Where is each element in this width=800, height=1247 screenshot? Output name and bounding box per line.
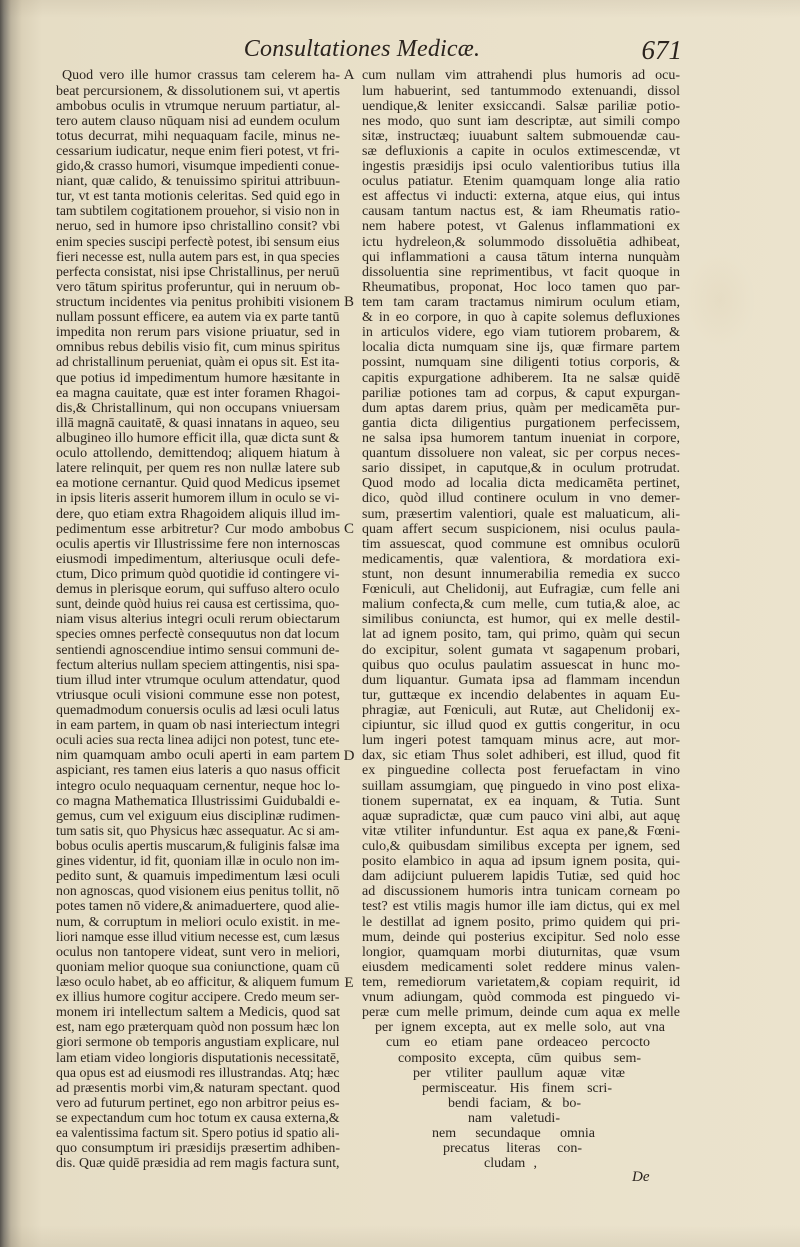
- text-line: stunt, non desunt innumerabilia remedia ex succo: [362, 567, 680, 582]
- text-line: tum satis sit, quo Physicus hæc assequatur. Ac si am-: [56, 823, 340, 839]
- text-line: in eam partem, in quam ob nasi interiectum integri: [56, 718, 340, 734]
- text-line: phragiæ, aut Fœniculi, aut Rutæ, aut Chelidonij ex-: [362, 702, 680, 718]
- text-line: species omnes perfectè consequutus non dat locum: [56, 627, 340, 643]
- text-line: lum ingeri potest tamquam minus acre, aut mor-: [362, 733, 680, 749]
- text-line: ne salsa ipsa humorem tantum inueniat in corpore,: [362, 431, 680, 447]
- text-line: læso oculo habet, ab eo afficitur, & aliquem fumum: [56, 974, 340, 990]
- text-line: cludam ,: [484, 1156, 537, 1172]
- text-line: pariliæ potiones tam ad corpus, & caput expurgan-: [362, 385, 680, 401]
- text-line: posito elambico in aqua ad ipsum ignem posita, qui-: [362, 854, 680, 870]
- text-line: ad discussionem humoris intra tunicam corneam po: [362, 884, 680, 900]
- text-line: oculus patiatur. Etenim quamquam longe alia ratio: [362, 174, 680, 190]
- text-line: vero tātum spiritus proferuntur, qui in neruum ob-: [56, 279, 340, 295]
- text-line: monem iri intellectum saltem a Medicis, quod sat: [56, 1005, 340, 1021]
- text-line: gines videntur, id fit, quoniam illæ in oculo non im-: [56, 854, 340, 870]
- text-line: nes modo, quo sunt iam descriptæ, aut simili compo: [362, 113, 680, 129]
- text-line: mum, deinde qui posterius excipitur. Sed nolo esse: [362, 929, 680, 945]
- text-line: nim quamquam ambo oculi aperti in eam partem: [56, 748, 340, 764]
- text-line: possint, numquam sine diligenti totius corporis, &: [362, 355, 680, 371]
- text-line: medicamentis, quæ valentiora, & mordatiora exi-: [362, 551, 680, 567]
- text-line: que potius id impedimentum humore hæsitante in: [56, 370, 340, 386]
- text-line: sunt, deinde quòd huius rei causa est certissima, quo-: [56, 597, 340, 613]
- text-line: cipiuntur, sic illud quod ex guttis congeritur, in ocu: [362, 718, 680, 734]
- text-line: pedimentum esse arbitretur? Cur modo ambobus: [56, 521, 340, 537]
- text-line: sitæ, instructæq; iuuabunt saltem submouendæ cau-: [362, 128, 680, 144]
- text-line: co magna Mathematica Illustrissimi Guidubaldi e-: [56, 793, 340, 809]
- text-line: lum habuerint, sed tantummodo extenuandi, dissol: [362, 83, 680, 99]
- margin-letter: C: [343, 521, 354, 537]
- text-line: tem, remediorum varietatem,& copiam requirit, id: [362, 974, 680, 990]
- text-line: dam adijciunt puluerem lapidis Tutiæ, sed quid hoc: [362, 869, 680, 885]
- text-line: dere, quo etiam extra Rhagoidem aliquis illud im-: [56, 506, 340, 522]
- text-line: aquæ supradictæ, quæ cum pauco vini albi, aut aquę: [362, 808, 680, 824]
- text-line: in ipsis literis asserit humorem illum in oculo se vi-: [56, 491, 340, 507]
- text-line: Quod vero ille humor crassus tam celerem ha-: [62, 68, 340, 84]
- text-line: oculis apertis vir Illustrissime fere non internoscas: [56, 536, 340, 552]
- text-line: sario dissipet, in caputque,& in oculum protrudat.: [362, 461, 680, 477]
- margin-letter: B: [343, 294, 354, 311]
- text-line: vitæ vtiliter infunduntur. Est aqua ex pane,& Fœni-: [362, 823, 680, 839]
- text-line: lam etiam video longioris disputationis necessitatē,: [56, 1050, 340, 1066]
- text-line: ea valentissima factum sit. Spero potius id spatio ali-: [56, 1126, 340, 1142]
- text-line: albugineo illo humore efficit illa, quæ dicta sunt &: [56, 431, 340, 447]
- text-line: cum nullam vim attrahendi plus humoris ad ocu-: [362, 68, 680, 84]
- text-line: structum incidentes via penitus prohibiti visionem: [56, 295, 340, 311]
- margin-letter: E: [344, 974, 354, 991]
- text-line: tur, guttæque ex incendio delabentes in aquam Eu-: [362, 687, 680, 703]
- text-line: dum liquantur. Gumata ipsa ad flammam incendun: [362, 672, 680, 688]
- text-line: oculo attollendo, demittendoq; aliquem hiatum à: [56, 446, 340, 462]
- text-line: cessarium iudicatur, neque enim fieri potest, vt fri-: [56, 143, 340, 159]
- text-line: gido,& crasso humori, visumque impedienti conue-: [56, 159, 340, 175]
- text-line: localia dicta numquam sine ijs, quæ firmare partem: [362, 340, 680, 356]
- text-line: test? est vtilis magis humor ille iam dictus, qui ex mel: [362, 899, 680, 915]
- text-line: Quod modo ad localia dicta medicamēta pertinet,: [362, 476, 680, 492]
- text-line: perfecta consistat, nisi ipse Christallinus, per neruū: [56, 264, 340, 280]
- text-line: sentiendi agnoscendiue intimo sensui communi de-: [56, 642, 340, 658]
- text-line: pedito sunt, & quamuis impedimentum læsi oculi: [56, 869, 340, 885]
- text-line: quoniam melior quoque sua coniunctione, quam cū: [56, 959, 340, 975]
- text-line: ingestis præsidijs ipsi oculo valentioribus tutius illa: [362, 159, 680, 175]
- text-line: dax, sic etiam Thus solet adhiberi, est illud, quod fit: [362, 748, 680, 764]
- text-line: potes tamen nō videre,& animaduertere, quod alie-: [56, 899, 340, 915]
- text-line: fectum alterius nullam speciem attingentis, nisi spa-: [56, 657, 340, 673]
- text-line: le destillat ad ignem posito, primo quidem qui pri-: [362, 914, 680, 930]
- text-line: dissoluentia sine reprimentibus, vt facit quoque in: [362, 264, 680, 280]
- text-line: ambobus oculis in vtrumque neruum partiatur, al-: [56, 98, 340, 114]
- text-line: niant, quæ calido, & tenuissimo spiritui attribuun-: [56, 174, 340, 190]
- text-line: tam subtilem cogitationem prouehor, si visio non in: [56, 204, 340, 220]
- text-line: est affectus vi inducti: externa, atque eius, qui intus: [362, 189, 680, 205]
- text-line: similibus coniuncta, est humor, qui ex melle destil-: [362, 612, 680, 628]
- text-line: ea magna cauitate, quæ est inter foramen Rhagoi-: [56, 385, 340, 401]
- text-line: tim assuescat, quod commune est omnibus oculorū: [362, 536, 680, 552]
- text-line: integro oculo nequaquam cernentur, neque hoc lo-: [56, 778, 340, 794]
- text-line: gemus, cum vel exiguum eius disciplinæ rudimen-: [56, 808, 340, 824]
- text-line: dico, quòd illud continere oculum in vno demer-: [362, 491, 680, 507]
- text-line: bendi faciam, & bo-: [448, 1095, 581, 1111]
- text-line: tionem supernatat, ex ea inquam, & Tutia. Sunt: [362, 793, 680, 809]
- text-line: lat ad ignem posito, tam, qui primo, quàm qui secun: [362, 627, 680, 643]
- text-line: ctum, Dico primum quòd quotidie id contingere vi-: [56, 567, 340, 582]
- text-line: vnum adiungam, quòd commoda est pinguedo vi-: [362, 990, 680, 1006]
- text-line: omnibus rebus debilis visio fit, cum minus spiritus: [56, 340, 340, 356]
- text-line: est, nam ego præterquam quòd non possum hæc lon: [56, 1020, 340, 1036]
- text-line: giori sermone ob temporis angustiam explicare, nul: [56, 1035, 340, 1051]
- text-line: longior, quamquam morbi diuturnitas, quæ vsum: [362, 944, 680, 960]
- margin-letter: A: [343, 67, 355, 84]
- text-line: eiusdem medicamenti solet reddere minus valen-: [362, 959, 680, 975]
- text-line: tium illud inter vtrumque oculum attendatur, quod: [56, 672, 340, 688]
- text-line: liori namque esse illud vitium necesse est, cum læsus: [56, 929, 340, 945]
- text-line: latere relinquit, per quem res non nullæ latere sub: [56, 461, 340, 477]
- text-line: per ignem excepta, aut ex melle solo, aut vna: [375, 1020, 665, 1036]
- text-line: per vtiliter paullum aquæ vitæ: [413, 1065, 625, 1081]
- text-line: num, & corruptum in meliori oculo existit. in me-: [56, 914, 340, 930]
- text-line: qui inflammationi a causa tātum interna nunquàm: [362, 249, 680, 265]
- text-line: tur, vt est tanta motionis celeritas. Sed quid ego in: [56, 189, 340, 205]
- text-line: & in eo corpore, in quo à capite solemus defluxiones: [362, 310, 680, 326]
- text-line: fieri necesse est, nulla autem pars est, in qua species: [56, 249, 340, 265]
- text-line: vtriusque oculi visioni commune esse non potest,: [56, 687, 340, 703]
- text-line: uendique,& leniter exsiccandi. Salsæ pariliæ potio-: [362, 98, 680, 114]
- text-line: ex illius humore cogitur accipere. Credo meum ser-: [56, 990, 340, 1006]
- text-line: cum eo etiam pane ordeaceo percocto: [386, 1035, 650, 1051]
- text-line: tem tam caram tractamus nimirum oculum etiam,: [362, 295, 680, 311]
- text-line: se expectandum cum hoc totum ex causa externa,&: [56, 1110, 340, 1126]
- text-line: peræ cum melle primum, deinde cum aqua ex melle: [362, 1005, 680, 1021]
- text-line: do excipitur, solent gumata vt sagapenum probari,: [362, 642, 680, 658]
- text-line: sum, præsertim valentiori, quale est maluaticum, ali-: [362, 506, 680, 522]
- text-line: tero autem clauso nūquam nisi ad eundem oculum: [56, 113, 340, 129]
- text-line: nem habere potest, vt Galenus inflammationi ex: [362, 219, 680, 235]
- text-line: illā magnā cauitatē, & quasi innatans in aqueo, seu: [56, 415, 340, 431]
- text-line: dis,& Christallinum, qui non occupans vniuersam: [56, 400, 340, 416]
- text-line: quam affert secum suspicionem, nisi oculus paula-: [362, 521, 680, 537]
- text-line: quibus quo oculus paulatim assuescat in hunc mo-: [362, 657, 680, 673]
- text-line: ad christallinum perueniat, quàm ei opus sit. Est ita-: [56, 355, 340, 371]
- text-line: dum aptas darem prius, quàm per medicamēta pur-: [362, 400, 680, 416]
- text-line: vero ad futurum pertinet, ego non arbitror peius es-: [56, 1095, 340, 1111]
- text-line: beat percursionem, & dissolutionem sui, vt apertis: [56, 83, 340, 99]
- text-line: malium confecta,& cum melle, cum tutia,& aloe, ac: [362, 597, 680, 613]
- text-line: qua opus est ad eiusmodi res illustrandas. Atq; hæc: [56, 1065, 340, 1081]
- text-line: oculi acies sua recta linea adijci non potest, tunc ete-: [56, 733, 340, 749]
- text-line: precatus literas con-: [443, 1141, 582, 1157]
- text-line: aspiciant, res tamen eius lateris a quo nasus officit: [56, 763, 340, 779]
- text-line: ex pinguedine collecta post feruefactam in vino: [362, 763, 680, 779]
- text-line: bobus oculis apertis muscarum,& fuliginis falsæ ima: [56, 838, 340, 854]
- text-line: nam valetudi-: [468, 1110, 560, 1126]
- text-line: nem secundaque omnia: [432, 1126, 595, 1142]
- text-line: dis. Quæ quidē præsidia ad rem magis factura sunt,: [56, 1156, 340, 1172]
- running-title: Consultationes Medicæ.: [243, 36, 481, 62]
- text-line: in articulos videre, ego viam tutiorem probarem, &: [362, 325, 680, 341]
- text-line: capitis expurgatione adhiberem. Ita ne salsæ quidē: [362, 370, 680, 386]
- text-line: gantia dicta diligentius purgationem perfecissem,: [362, 415, 680, 431]
- text-line: Fœniculi, aut Chelidonij, aut Eufragiæ, cum felle ani: [362, 582, 680, 598]
- text-line: non agnoscas, quod visionem eius penitus tollit, nō: [56, 884, 340, 900]
- margin-letter: D: [343, 747, 355, 764]
- text-line: culo,& quibusdam similibus excepta per ignem, sed: [362, 838, 680, 854]
- left-text-column: [56, 68, 340, 1171]
- text-line: ictu hydreleon,& solummodo dissoluētia adhibeat,: [362, 234, 680, 250]
- text-line: quemadmodum conuersis oculis ad læsi oculi latus: [56, 702, 340, 718]
- right-text-column: [362, 68, 680, 1171]
- text-line: eiusmodi impedimentum, alteriusque oculi defe-: [56, 551, 340, 567]
- text-line: composito excepta, cūm quibus sem-: [398, 1050, 641, 1066]
- page-number: 671: [641, 35, 682, 65]
- text-line: sæ defluxionis a capite in oculos extimescendæ, vt: [362, 143, 680, 159]
- text-line: demus in plerisque eorum, qui suffuso altero oculo: [56, 582, 340, 598]
- text-line: Rheumatibus, proponat, Hoc loco tamen quo par-: [362, 279, 680, 295]
- text-line: quo consumptum iri præsidijs præsertim adhiben-: [56, 1141, 340, 1157]
- text-line: enim species suscipi perfectè potest, ibi sensum eius: [56, 234, 340, 250]
- text-line: neruo, sed in humore ipso christallino consit? vbi: [56, 219, 340, 235]
- text-line: ad præsentis morbi vim,& naturam spectant. quod: [56, 1080, 340, 1096]
- text-line: causam tantum nactus est, & iam Rheumatis ratio-: [362, 204, 680, 220]
- text-line: quantum dissoluere non valeat, sic per corpus neces-: [362, 446, 680, 462]
- text-line: oculus non tantopere videat, sunt vero in meliori,: [56, 944, 340, 960]
- text-line: niam visus alterius integri oculi rerum obiectarum: [56, 612, 340, 628]
- text-line: nullam possunt efficere, ea autem via ex parte tantū: [56, 310, 340, 326]
- catchword: De: [632, 1169, 650, 1185]
- text-line: impedita non rerum pars visione priuatur, sed in: [56, 325, 340, 341]
- text-line: ea motione cernantur. Quid quod Medicus ipsemet: [56, 476, 340, 492]
- text-line: suillam assumgiam, quę pinguedo in vino post elixa-: [362, 778, 680, 794]
- text-line: permisceatur. His finem scri-: [422, 1080, 612, 1096]
- text-line: totus decurrat, mihi nequaquam facile, minus ne-: [56, 128, 340, 144]
